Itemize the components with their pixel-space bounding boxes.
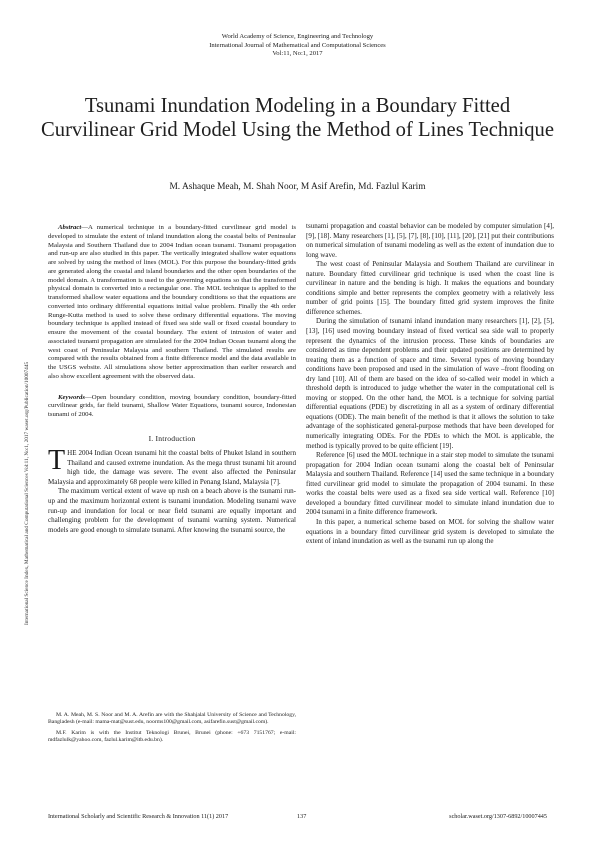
right-paragraph-3: During the simulation of tsunami inland inundation many researchers [1], [2], [5], [13], [16] used moving boundary instead of fixed vertical sea side wall to properly represent the dynamics of the intrusion process. These kinds of boundaries are considered as time dependent problems and their updated positions are determined by treating them as a function of space and time. Several types of moving boundary conditions have been proposed and used in the simulation of wave –front flooding on dry land [10]. All of them are based on the idea of so-called weir model in which a threshold depth is introduced to judge whether the water in the computational cell is moving or stopped. On the other hand, the MOL is a technique for solving partial differential equations (PDE) by discretizing in all as a system of ordinary differential equations (ODE). The main benefit of the method is that it allows the solution to take advantage of the sophisticated general-purpose methods that have been developed for numerically integrating ODEs. For the PDEs to which the MOL is applicable, the method is typically proved to be quite efficient [19]. bbox=[306, 317, 554, 450]
footnotes bbox=[48, 712, 296, 748]
abstract bbox=[48, 224, 296, 382]
paper-title: Tsunami Inundation Modeling in a Boundary Fitted Curvilinear Grid Model Using the Method of Lines Technique bbox=[41, 95, 554, 141]
intro-paragraph-1-text: HE 2004 Indian Ocean tsunami hit the coastal belts of Phuket Island in southern Thailand and caused extreme inundation. As the mega thrust tsunami hit around high tide, the damage was severe. The event also affected the Peninsular Malaysia and approximately 68 people were killed in Penang Island, Malaysia [7]. bbox=[48, 449, 296, 486]
drop-cap: T bbox=[48, 445, 66, 477]
header-publisher: World Academy of Science, Engineering and Technology bbox=[221, 33, 374, 40]
footnote-2: M.F. Karim is with the Institut Teknologi Brunei, Brunei (phone: +673 7151767; e-mail: mdfazlulk@yahoo.com, fazlul.karim@itb.edu.bn). bbox=[48, 729, 296, 744]
right-column bbox=[306, 222, 554, 547]
footer-publisher: International Scholarly and Scientific Research & Innovation 11(1) 2017 bbox=[48, 813, 229, 820]
abstract-label: Abstract bbox=[58, 224, 82, 231]
page-number: 137 bbox=[297, 813, 307, 820]
keywords-label: Keywords bbox=[58, 393, 85, 401]
right-paragraph-1: tsunami propagation and coastal behavior can be modeled by computer simulation [4], [9], [18]. Many researchers [1], [5], [7], [8], [10], [11], [20], [21] put their contributions on numerical simulation of tsunami modeling as well as the extent of inundation due to long wave. bbox=[306, 222, 554, 259]
keywords bbox=[48, 394, 296, 420]
left-column bbox=[48, 224, 296, 535]
footnote-1: M. A. Meah, M. S. Noor and M. A. Arefin are with the Shahjalal University of Science and Technology, Bangladesh (e-mail: mama-mat@sust.edu, noorms100@gmail.com, asifarefin.sust@gmail.com). bbox=[48, 712, 296, 726]
right-paragraph-5: In this paper, a numerical scheme based on MOL for solving the shallow water equations in a boundary fitted curvilinear grid system is developed to simulate the extent of inland inundation as well as the tsunami run up along the bbox=[306, 517, 554, 546]
author-list: M. Ashaque Meah, M. Shah Noor, M Asif Arefin, Md. Fazlul Karim bbox=[169, 182, 426, 192]
intro-paragraph-1 bbox=[48, 445, 296, 487]
footer-url: scholar.waset.org/1307-6892/10007445 bbox=[449, 813, 547, 820]
abstract-text: —A numerical technique in a boundary-fitted curvilinear grid model is developed to simulate the extent of inland inundation along the coastal belts of Peninsular Malaysia and Southern Thailand due to 2004 Indian ocean tsunami. Tsunami propagation and run-up are also studied in this paper. The vertically integrated shallow water equations are solved by using the method of lines (MOL). For this purpose the boundary-fitted grids are generated along the coastal and island boundaries and the other open boundaries of the model domain. A transformation is used to the governing equations so that the transformed physical domain is converted into a rectangular one. The MOL technique is applied to the transformed shallow water equations and the boundary conditions so that the equations are converted into ordinary differential equations initial value problem. Finally the 4th order Runge-Kutta method is used to solve these ordinary differential equations. The moving boundary technique is applied instead of fixed sea side wall or fixed coastal boundary to ensure the movement of the coastal boundary. The extent of intrusion of water and associated tsunami propagation are simulated for the 2004 Indian Ocean tsunami along the west coast of Peninsular Malaysia and southern Thailand. The simulated results are compared with the results obtained from a finite difference model and the data available in the USGS website. All simulations show better approximation than earlier research and also show excellent agreement with the observed data. bbox=[48, 224, 296, 380]
keywords-text: —Open boundary condition, moving boundary condition, boundary-fitted curvilinear grids, far field tsunami, Shallow Water Equations, tsunami source, Indonesian tsunami of 2004. bbox=[48, 393, 296, 418]
right-paragraph-2: The west coast of Peninsular Malaysia and Southern Thailand are curvilinear in nature. Boundary fitted curvilinear grid technique is used when the coast line is curvilinear in nature and the bending is high. It makes the equations and boundary conditions simple and better represents the complex geometry with a relatively less number of grid points [15]. The boundary fitted grid system improves the finite difference schemes. bbox=[306, 260, 554, 316]
right-paragraph-4: Reference [6] used the MOL technique in a stair step model to simulate the tsunami propagation for 2004 Indian ocean tsunami along the coastal belt of Peninsular Malaysia and southern Thailand. Reference [14] used the same technique in a boundary fitted curvilinear grid model to simulate the propagation of 2004 tsunami. In these works the coastal belts were used as a fixed sea side vertical wall. Reference [10] developed a boundary fitted curvilinear model to simulate inland inundation due to 2004 tsunami in a finite difference framework. bbox=[306, 451, 554, 517]
journal-header bbox=[0, 33, 595, 59]
intro-paragraph-2: The maximum vertical extent of wave up rush on a beach above is the tsunami run-up and the maximum horizontal extent is tsunami inundation. Modeling tsunami wave run-up and inundation for local or near field tsunami are equally important and challenging problem for the development of tsunami warning system. Numerical models are good enough to simulate tsunami. After knowing the tsunami source, the bbox=[48, 487, 296, 534]
header-volume: Vol:11, No:1, 2017 bbox=[272, 50, 323, 58]
header-journal: International Journal of Mathematical and Computational Sciences bbox=[209, 41, 386, 49]
section-heading-introduction: I. Introduction bbox=[148, 433, 196, 443]
side-index-text: International Science Index, Mathematical and Computational Sciences Vol:11, No:1, 2017 waset.org/Publication/10007445 bbox=[24, 361, 30, 625]
